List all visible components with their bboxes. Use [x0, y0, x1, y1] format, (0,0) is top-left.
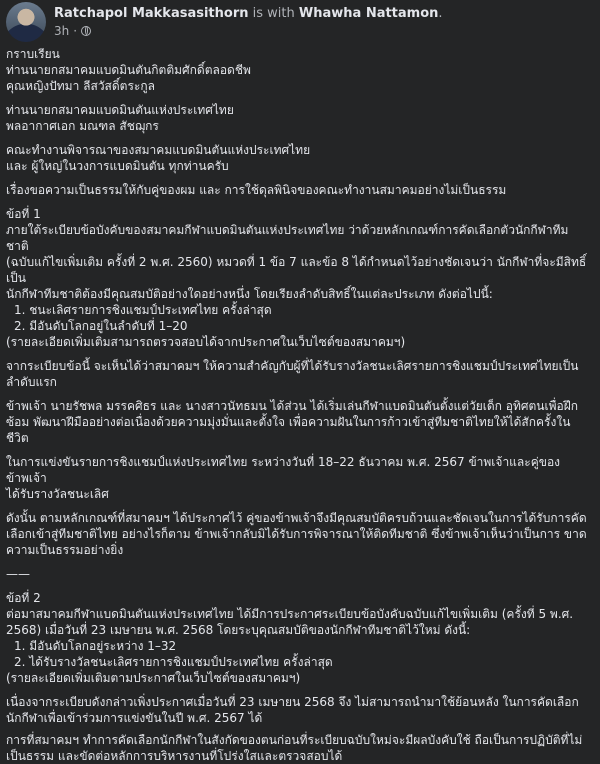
- text-line: เลือกเข้าสู่ทีมชาติไทย อย่างไรก็ตาม ข้าพเจ้ากลับมิได้รับการพิจารณาให้ติดทีมชาติ ซึ่งข้าพเจ้าเห็นว่าเป็นการ ขาด: [6, 527, 587, 541]
- item1-title: ข้อที่ 1: [6, 207, 41, 221]
- tagged-name[interactable]: Whawha Nattamon: [298, 6, 439, 21]
- text-line: พลอากาศเอก มณฑล สัชฌุกร: [6, 119, 159, 133]
- text-line: ภายใต้ระเบียบข้อบังคับของสมาคมกีฬาแบดมินตันแห่งประเทศไทย ว่าด้วยหลักเกณฑ์การคัดเลือกตัวนักกีฬาทีมชาติ: [6, 223, 569, 253]
- with-text: is with: [252, 6, 295, 21]
- author-line: [54, 5, 443, 23]
- text-line: เนื่องจากระเบียบดังกล่าวเพิ่งประกาศเมื่อวันที่ 23 เมษายน 2568 จึง ไม่สามารถนำมาใช้ย้อนหลัง ในการคัดเลือก: [6, 695, 579, 709]
- item2-title: ข้อที่ 2: [6, 591, 41, 605]
- globe-icon[interactable]: [81, 26, 91, 36]
- text-line: (ฉบับแก้ไขเพิ่มเติม ครั้งที่ 2 พ.ศ. 2560) หมวดที่ 1 ข้อ 7 และข้อ 8 ได้กำหนดไว้อย่างชัดเจนว่า นักกีฬาที่จะมีสิทธิ์เป็น: [6, 255, 587, 285]
- text-line: ซ้อม พัฒนาฝีมืออย่างต่อเนื่องด้วยความมุ่งมั่นและตั้งใจ เพื่อความฝันในการก้าวเข้าสู่ทีมชาติไทยให้ได้สักครั้งในชีวิต: [6, 415, 571, 445]
- text-line: 2568) เมื่อวันที่ 23 เมษายน พ.ศ. 2568 โดยระบุคุณสมบัติของนักกีฬาทีมชาติไว้ใหม่ ดังนี้:: [6, 623, 471, 637]
- tagged-suffix: .: [438, 6, 443, 21]
- author-name[interactable]: Ratchapol Makkasasithorn: [54, 6, 249, 21]
- text-line: ความเป็นธรรมอย่างยิ่ง: [6, 543, 124, 557]
- text-line: เป็นธรรม และขัดต่อหลักการบริหารงานที่โปร่งใสและตรวจสอบได้: [6, 749, 343, 763]
- text-line: ในการแข่งขันรายการชิงแชมป์แห่งประเทศไทย ระหว่างวันที่ 18–22 ธันวาคม พ.ศ. 2567 ข้าพเจ้าและคู่ของข้าพเจ้า: [6, 455, 561, 485]
- text-line: (รายละเอียดเพิ่มเติมสามารถตรวจสอบได้จากประกาศในเว็บไซต์ของสมาคมฯ): [6, 335, 406, 349]
- text-line: ได้รับรางวัลชนะเลิศ: [6, 487, 109, 501]
- subject-line: เรื่องขอความเป็นธรรมให้กับคู่ของผม และ การใช้ดุลพินิจของคณะทำงานสมาคมอย่างไม่เป็นธรรม: [6, 183, 507, 197]
- text-line: ดังนั้น ตามหลักเกณฑ์ที่สมาคมฯ ได้ประกาศไว้ คู่ของข้าพเจ้าจึงมีคุณสมบัติครบถ้วนและชัดเจนในการได้รับการคัด: [6, 511, 587, 525]
- section-divider: ——: [6, 567, 30, 581]
- text-line: ท่านนายกสมาคมแบดมินตันแห่งประเทศไทย: [6, 103, 234, 117]
- text-line: การที่สมาคมฯ ทำการคัดเลือกนักกีฬาในสังกัดของตนก่อนที่ระเบียบฉบับใหม่จะมีผลบังคับใช้ ถือเป็นการปฏิบัติที่ไม่: [6, 733, 583, 747]
- author-avatar[interactable]: [6, 2, 46, 42]
- text-line: คณะทำงานพิจารณาของสมาคมแบดมินตันแห่งประเทศไทย: [6, 143, 311, 157]
- text-line: ข้าพเจ้า นายรัชพล มรรคศิธร และ นางสาวนัทธมน ได้ส่วน ได้เริ่มเล่นกีฬาแบดมินตันตั้งแต่วัยเด็ก อุทิศตนเพื่อฝึก: [6, 399, 579, 413]
- header-text: [54, 2, 443, 39]
- text-line: กราบเรียน: [6, 47, 60, 61]
- text-line: (รายละเอียดเพิ่มเติมตามประกาศในเว็บไซต์ของสมาคมฯ): [6, 671, 301, 685]
- list-item: 2. ได้รับรางวัลชนะเลิศรายการชิงแชมป์ประเทศไทย ครั้งล่าสุด: [14, 655, 333, 669]
- meta-separator: ·: [73, 24, 78, 38]
- post-meta: [54, 23, 443, 39]
- text-line: ลำดับแรก: [6, 375, 57, 389]
- text-line: คุณหญิงปัทมา ลีสวัสดิ์ตระกูล: [6, 79, 155, 93]
- list-item: 2. มีอันดับโลกอยู่ในลำดับที่ 1–20: [14, 319, 188, 333]
- text-line: และ ผู้ใหญ่ในวงการแบดมินตัน ทุกท่านครับ: [6, 159, 229, 173]
- text-line: ต่อมาสมาคมกีฬาแบดมินตันแห่งประเทศไทย ได้มีการประกาศระเบียบข้อบังคับฉบับแก้ไขเพิ่มเติม (ครั้งที่ 5 พ.ศ.: [6, 607, 574, 621]
- text-line: ท่านนายกสมาคมแบดมินตันกิตติมศักดิ์ตลอดชีพ: [6, 63, 251, 77]
- list-item: 1. ชนะเลิศรายการชิงแชมป์ประเทศไทย ครั้งล่าสุด: [14, 303, 272, 317]
- post-time[interactable]: 3h: [54, 24, 70, 38]
- post-body: [6, 46, 590, 764]
- post-header: [6, 0, 590, 46]
- text-line: นักกีฬาทีมชาติต้องมีคุณสมบัติอย่างใดอย่างหนึ่ง โดยเรียงลำดับสิทธิ์ในแต่ละประเภท ดังต่อไปนี้:: [6, 287, 493, 301]
- list-item: 1. มีอันดับโลกอยู่ระหว่าง 1–32: [14, 639, 177, 653]
- text-line: นักกีฬาเพื่อเข้าร่วมการแข่งขันในปี พ.ศ. 2567 ได้: [6, 711, 263, 725]
- text-line: จากระเบียบข้อนี้ จะเห็นได้ว่าสมาคมฯ ให้ความสำคัญกับผู้ที่ได้รับรางวัลชนะเลิศรายการชิงแชมป์ประเทศไทยเป็น: [6, 359, 579, 373]
